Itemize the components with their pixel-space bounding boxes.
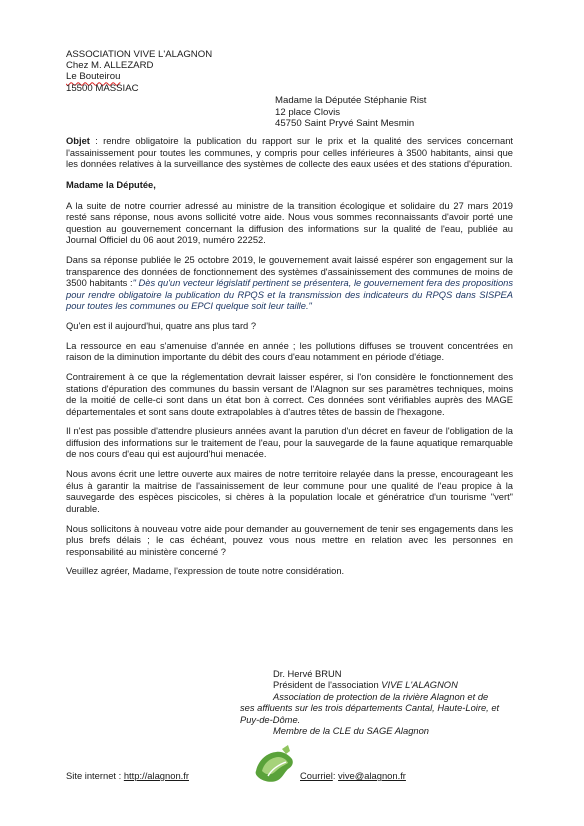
subject-text: : rendre obligatoire la publication du rapport sur le prix et la qualité des services concernant l'assainissement pour toutes les communes, y compris pour celles inférieures à 3500 habitants, ainsi que les données relatives à la surveillance des systèmes de collecte des eaux usées et des stations d'épuration.	[66, 136, 513, 170]
paragraph-7: Nous avons écrit une lettre ouverte aux maires de notre territoire relayée dans la presse, encourageant les élus à garantir la maitrise de l'assainissement de leur commune pour une qualité de l'eau propice à la sauvegarde des espèces piscicoles, si chères à la population locale et génératrice d'un tourisme "vert" durable.	[66, 469, 513, 514]
subject-paragraph	[66, 136, 513, 171]
recipient-line-3: 45750 Saint Pryvé Saint Mesmin	[275, 118, 415, 130]
signatory-name: Dr. Hervé BRUN	[273, 669, 342, 679]
mail-separator: :	[332, 770, 339, 781]
sender-line-1: ASSOCIATION VIVE L'ALAGNON	[66, 49, 213, 60]
cle-membership: Membre de la CLE du SAGE Alagnon	[273, 726, 429, 737]
paragraph-4: La ressource en eau s'amenuise d'année en année ; les pollutions diffuses se trouvent concentrées en raison de la diminution importante du débit des cours d'eau notamment en période d'étiage.	[66, 340, 513, 363]
recipient-line-2: 12 place Clovis	[275, 106, 341, 118]
subject-label: Objet	[66, 136, 90, 146]
mail-label: Courriel	[300, 770, 333, 781]
greeting: Madame la Députée,	[66, 179, 156, 190]
paragraph-1: A la suite de notre courrier adressé au ministre de la transition écologique et solidaire du 27 mars 2019 resté sans réponse, nous avons sollicité votre aide. Nous vous sommes reconnaissants d'avoir porté une question au gouvernement concernant la diffusion des informations sur la qualité de l'eau, publiée au Journal Officiel du 06 aout 2019, numéro 22252.	[66, 200, 513, 246]
paragraph-6: Il n'est pas possible d'attendre plusieurs années avant la parution d'un décret en faveur de l'obligation de la diffusion des informations sur le traitement de l'eau, pour la sauvegarde de la faune aquatique remarquable de nos cours d'eau qui est aujourd'hui menacée.	[66, 426, 513, 460]
courriel	[300, 770, 406, 781]
association-desc-1: Association de protection de la rivière Alagnon et de	[273, 691, 489, 702]
site-label: Site internet :	[66, 770, 124, 781]
signatory-role-prefix: Président de l'association	[273, 680, 382, 691]
paragraph-8: Nous sollicitons à nouveau votre aide pour demander au gouvernement de tenir ses engagements dans les plus brefs délais ; le cas échéant, pouvez vous nous mettre en relation avec les personnes en responsabilité au ministère concerné ?	[66, 523, 513, 557]
sender-line-3-text: Le Bouteirou	[66, 71, 121, 83]
signature-block	[240, 669, 513, 737]
association-desc-2: ses affluents sur les trois départements Cantal, Haute-Loire, et	[240, 703, 500, 714]
sender-address	[66, 49, 212, 94]
paragraph-9: Veuillez agréer, Madame, l'expression de toute notre considération.	[66, 566, 345, 577]
recipient-address	[275, 95, 426, 130]
paragraph-2	[66, 255, 513, 313]
association-desc-3: Puy-de-Dôme.	[240, 714, 301, 725]
site-internet	[66, 770, 189, 781]
paragraph-3: Qu'en est il aujourd'hui, quatre ans plus tard ?	[66, 320, 257, 331]
government-quote: " Dès qu'un vecteur législatif pertinent se présentera, le gouvernement fera des propositions pour rendre obligatoire la publication du RPQS et la transmission des indicateurs du RPQS dans SISPEA pour toutes les communes ou EPCI quelque soit leur taille."	[66, 278, 514, 312]
paragraph-2-intro: Dans sa réponse publiée le 25 octobre 2019, le gouvernement avait laissé espérer son engagement sur la transparence des données de fonctionnement des systèmes d'assainissement des communes de moins de 3500 habitants :	[66, 255, 513, 289]
sender-line-3	[66, 71, 212, 82]
site-link[interactable]: http://alagnon.fr	[123, 770, 189, 781]
signatory-role	[240, 680, 513, 691]
sender-line-2: Chez M. ALLEZARD	[66, 60, 154, 72]
mail-link[interactable]: vive@alagnon.fr	[338, 770, 406, 781]
sender-line-4: 15500 MASSIAC	[66, 82, 139, 94]
letter-body	[66, 136, 513, 586]
paragraph-5: Contrairement à ce que la réglementation devrait laisser espérer, si l'on considère le fonctionnement des stations d'épuration des communes du bassin versant de l'Alagnon sur ses paramètres techniques, moins de la moitié de celle-ci sont dans un état bon à correct. Ces données sont vérifiables auprès des MAGE départementales et sont sans doute extrapolables à d'autres têtes de bassin de l'hexagone.	[66, 372, 513, 417]
recipient-line-1: Madame la Députée Stéphanie Rist	[275, 95, 427, 106]
footer	[66, 770, 466, 790]
signatory-role-org: VIVE L'ALAGNON	[381, 680, 458, 691]
